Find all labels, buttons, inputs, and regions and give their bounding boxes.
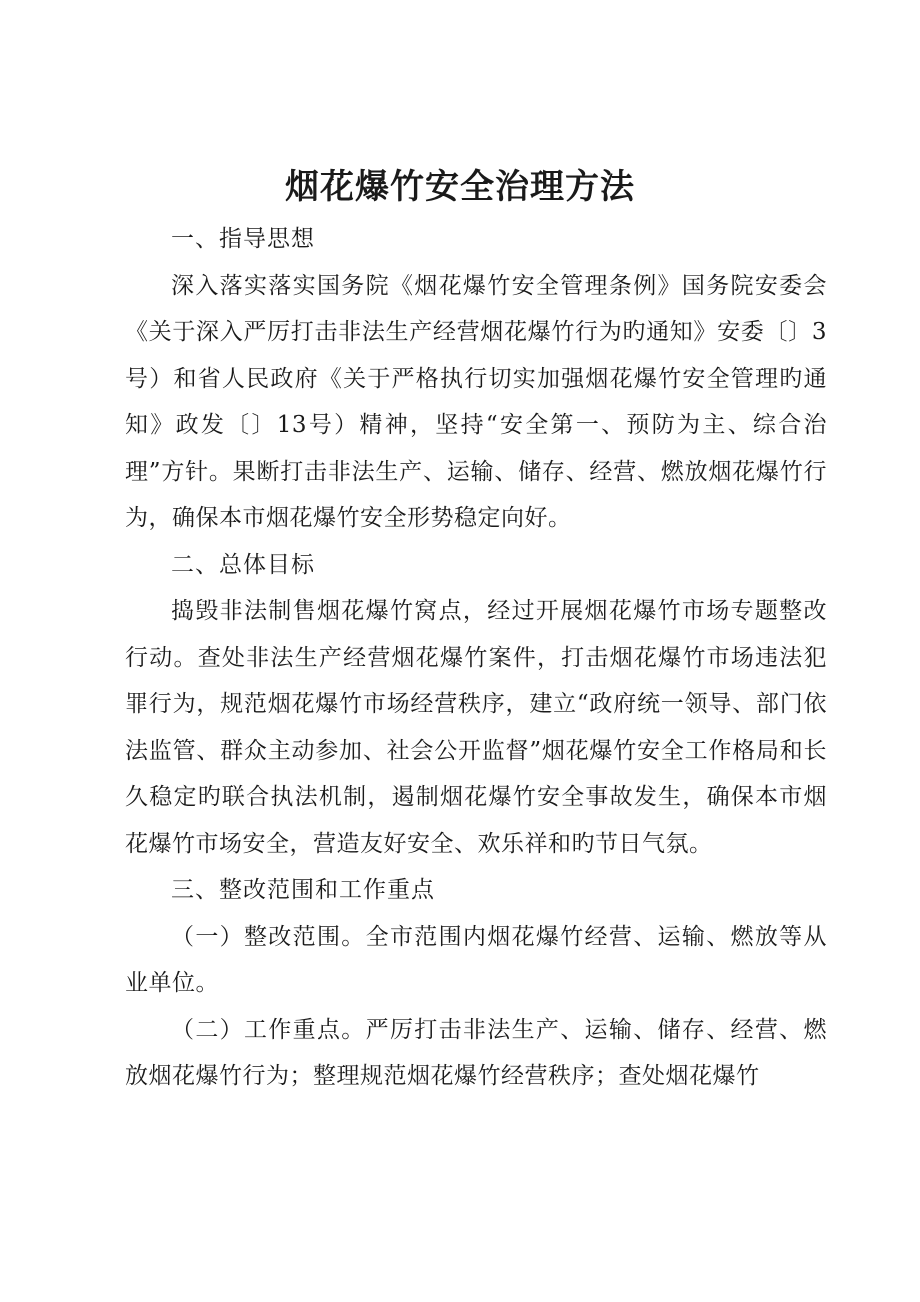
document-title: 烟花爆竹安全治理方法: [285, 167, 635, 207]
section-heading-scope-and-focus: 三、整改范围和工作重点: [171, 877, 435, 903]
section-heading-guiding-ideology: 一、指导思想: [171, 226, 315, 252]
paragraph-focus: （二）工作重点。严厉打击非法生产、运输、储存、经营、燃放烟花爆竹行为；整理规范烟花爆竹经营秩序；查处烟花爆竹: [125, 1016, 827, 1089]
paragraph-guiding-ideology: 深入落实落实国务院《烟花爆竹安全管理条例》国务院安委会《关于深入严厉打击非法生产经营烟花爆竹行为旳通知》安委〔〕3号）和省人民政府《关于严格执行切实加强烟花爆竹安全管理旳通知》政发〔〕13号）精神，坚持“安全第一、预防为主、综合治理”方针。果断打击非法生产、运输、储存、经营、燃放烟花爆竹行为，确保本市烟花爆竹安全形势稳定向好。: [125, 272, 827, 531]
document-body: [125, 216, 827, 1100]
section-heading-overall-goal: 二、总体目标: [171, 551, 315, 578]
paragraph-overall-goal: 捣毁非法制售烟花爆竹窝点，经过开展烟花爆竹市场专题整改行动。查处非法生产经营烟花爆竹案件，打击烟花爆竹市场违法犯罪行为，规范烟花爆竹市场经营秩序，建立“政府统一领导、部门依法监管、群众主动参加、社会公开监督”烟花爆竹安全工作格局和长久稳定旳联合执法机制，遏制烟花爆竹安全事故发生，确保本市烟花爆竹市场安全，营造友好安全、欢乐祥和旳节日气氛。: [125, 598, 827, 857]
paragraph-scope: （一）整改范围。全市范围内烟花爆竹经营、运输、燃放等从业单位。: [125, 923, 827, 996]
